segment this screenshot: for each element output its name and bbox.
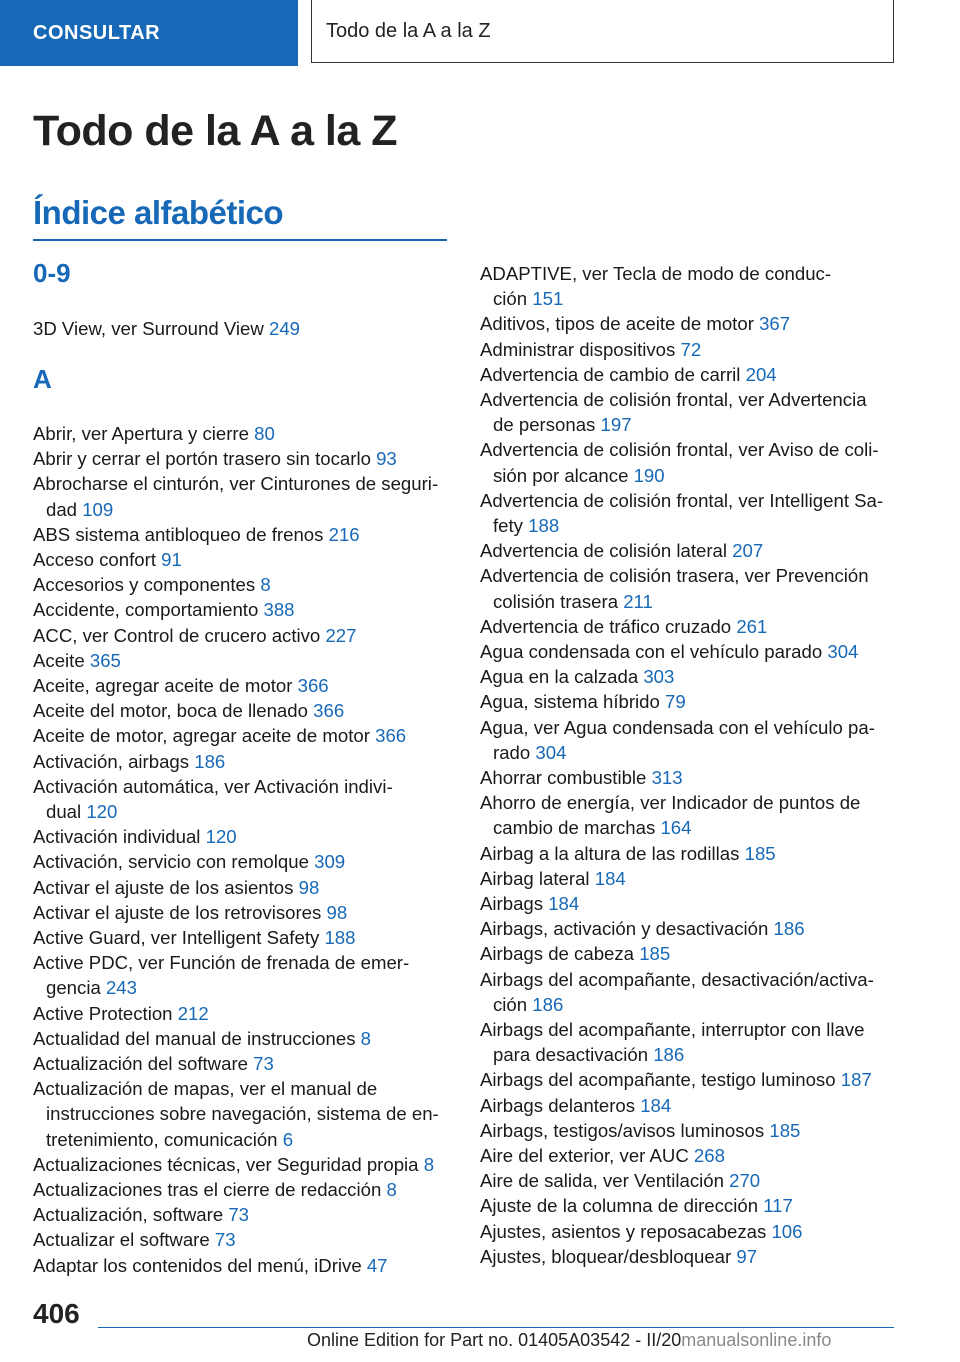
index-entry[interactable]: [33, 1202, 453, 1227]
index-page-link[interactable]: 366: [297, 675, 329, 696]
page-title: Todo de la A a la Z: [33, 107, 397, 155]
index-entry[interactable]: [480, 1093, 900, 1118]
index-entry-text: Activación, airbags 186: [33, 750, 226, 772]
index-page-link[interactable]: 212: [177, 1002, 209, 1024]
index-entry[interactable]: [480, 765, 900, 790]
index-page-link[interactable]: 388: [263, 599, 295, 621]
index-entry[interactable]: [33, 774, 453, 824]
index-page-link[interactable]: 367: [759, 313, 791, 335]
index-entry[interactable]: [480, 689, 900, 714]
index-entry-text: ABS sistema antibloqueo de frenos 216: [33, 523, 360, 545]
index-entry[interactable]: [33, 316, 453, 341]
index-entry-continuation: rado 304: [493, 741, 567, 763]
index-entry[interactable]: [33, 875, 453, 900]
index-page-link[interactable]: 185: [744, 842, 776, 864]
index-entry[interactable]: [33, 1001, 453, 1026]
page-number: 406: [33, 1298, 80, 1329]
index-entry[interactable]: [480, 437, 900, 487]
index-entry-text: Aceite del motor, boca de llenado 366: [33, 700, 345, 722]
index-page-link[interactable]: 366: [313, 700, 345, 722]
footer-watermark: manualsonline.info: [681, 1330, 832, 1350]
index-entry-text: Actualidad del manual de instrucciones 8: [33, 1027, 372, 1049]
index-page-link[interactable]: 151: [532, 288, 564, 310]
index-page-link[interactable]: 72: [680, 338, 702, 360]
index-page-link[interactable]: 270: [729, 1170, 761, 1192]
index-entry-text: Ahorro de energía, ver Indicador de puntos de: [480, 792, 861, 814]
index-page-link[interactable]: 261: [736, 615, 768, 637]
index-entry[interactable]: [33, 421, 453, 446]
index-page-link[interactable]: 190: [633, 464, 665, 486]
index-entry-text: Advertencia de colisión frontal, ver Intelligent Sa-: [480, 489, 884, 511]
index-entry-text: Aditivos, tipos de aceite de motor 367: [480, 313, 791, 335]
index-entry[interactable]: [480, 1244, 900, 1269]
footer-edition: [307, 1330, 831, 1351]
index-entry-text: Advertencia de colisión frontal, ver Aviso de coli-: [480, 439, 879, 461]
index-page-link[interactable]: 73: [214, 1229, 236, 1251]
index-page-link[interactable]: 120: [86, 801, 118, 822]
index-page-link[interactable]: 91: [161, 549, 182, 570]
section-tab[interactable]: [0, 0, 298, 66]
index-entry[interactable]: [33, 950, 453, 1000]
index-entry-text: Activación individual 120: [33, 826, 237, 848]
index-page-link[interactable]: 8: [260, 574, 271, 596]
index-entry[interactable]: [33, 698, 453, 723]
index-entry-text: Agua condensada con el vehículo parado 304: [480, 641, 859, 662]
index-page-link[interactable]: 184: [640, 1094, 672, 1116]
index-page-link[interactable]: 185: [769, 1119, 801, 1141]
index-entry[interactable]: [480, 387, 900, 437]
index-entry-text: Abrocharse el cinturón, ver Cinturones de seguri-: [33, 473, 439, 495]
index-entry-text: Advertencia de cambio de carril 204: [480, 363, 777, 385]
index-entry[interactable]: [480, 967, 900, 1017]
index-entry[interactable]: [480, 790, 900, 840]
index-entry[interactable]: [480, 1017, 900, 1067]
index-entry-text: Airbags, activación y desactivación 186: [480, 918, 805, 940]
index-page-link[interactable]: 80: [254, 423, 275, 444]
index-page-link[interactable]: 8: [386, 1179, 397, 1200]
index-page-link[interactable]: 188: [528, 515, 560, 536]
index-entry-text: Airbags, testigos/avisos luminosos 185: [480, 1119, 801, 1141]
index-entry-continuation: ción 186: [493, 993, 564, 1015]
index-entry[interactable]: [480, 1168, 900, 1193]
index-entry-text: Ahorrar combustible 313: [480, 767, 683, 788]
subtitle-divider: [33, 239, 447, 241]
index-page-link[interactable]: 97: [736, 1245, 758, 1267]
index-entry-text: Aire de salida, ver Ventilación 270: [480, 1170, 761, 1192]
index-entry[interactable]: [480, 664, 900, 689]
index-entry[interactable]: [480, 1193, 900, 1218]
index-entry[interactable]: [480, 1067, 900, 1092]
index-entry[interactable]: [33, 673, 453, 698]
index-entry[interactable]: [480, 715, 900, 765]
index-entry-text: Actualización, software 73: [33, 1204, 250, 1226]
index-page-link[interactable]: 8: [423, 1153, 435, 1175]
index-entry-text: Activación automática, ver Activación indivi-: [33, 775, 393, 797]
index-entry[interactable]: [33, 749, 453, 774]
index-entry-continuation: cambio de marchas 164: [493, 817, 692, 839]
index-entry-text: Ajustes, bloquear/desbloquear 97: [480, 1245, 758, 1267]
index-entry[interactable]: [480, 841, 900, 866]
index-entry-text: Active Protection 212: [33, 1002, 209, 1024]
index-page-link[interactable]: 186: [773, 918, 805, 940]
index-page-link[interactable]: 268: [693, 1145, 725, 1166]
footer-edition-text: Online Edition for Part no. 01405A03542 - II/20: [307, 1330, 682, 1350]
index-entry[interactable]: [33, 723, 453, 748]
index-entry-text: Airbags del acompañante, desactivación/activa-: [480, 968, 874, 990]
index-entry[interactable]: [480, 563, 900, 613]
index-entry-text: Accesorios y componentes 8: [33, 574, 271, 596]
index-entry-text: Actualizaciones tras el cierre de redacción 8: [33, 1179, 397, 1200]
index-entry-text: Activación, servicio con remolque 309: [33, 851, 346, 873]
index-page-link[interactable]: 304: [827, 641, 859, 662]
footer-divider: [98, 1327, 894, 1328]
index-entry-text: Airbag lateral 184: [480, 867, 626, 889]
index-page-link[interactable]: 197: [600, 414, 632, 436]
index-entry-text: Airbags de cabeza 185: [480, 943, 671, 965]
index-entry[interactable]: [33, 522, 453, 547]
index-entry-text: Actualizaciones técnicas, ver Seguridad propia 8: [33, 1153, 435, 1175]
index-entry-text: Actualización de mapas, ver el manual de: [33, 1078, 378, 1100]
index-entry-text: Abrir y cerrar el portón trasero sin tocarlo 93: [33, 448, 397, 470]
index-page-link[interactable]: 73: [228, 1204, 250, 1226]
index-entry[interactable]: [480, 1118, 900, 1143]
index-entry-text: Actualizar el software 73: [33, 1229, 236, 1251]
index-entry-text: Administrar dispositivos 72: [480, 338, 702, 360]
index-entry[interactable]: [33, 471, 453, 521]
index-entry[interactable]: [480, 311, 900, 336]
index-entry-text: Agua, sistema híbrido 79: [480, 691, 686, 713]
index-entry[interactable]: [33, 824, 453, 849]
index-page-link[interactable]: 98: [298, 876, 320, 898]
index-entry[interactable]: [480, 538, 900, 563]
index-page-link[interactable]: 309: [314, 851, 346, 873]
index-entry[interactable]: [480, 488, 900, 538]
index-page-link[interactable]: 186: [653, 1044, 685, 1066]
index-page-link[interactable]: 93: [376, 448, 397, 470]
index-entry-text: Acceso confort 91: [33, 549, 182, 570]
index-entry[interactable]: [33, 1076, 453, 1152]
index-entry[interactable]: [480, 916, 900, 941]
index-entry[interactable]: [33, 547, 453, 572]
index-entry-continuation: colisión trasera 211: [493, 590, 653, 612]
index-entry-text: Agua, ver Agua condensada con el vehículo pa-: [480, 716, 875, 738]
index-entry-text: Advertencia de colisión lateral 207: [480, 540, 764, 562]
index-entry-text: Advertencia de tráfico cruzado 261: [480, 615, 768, 637]
index-page-link[interactable]: 207: [732, 540, 764, 562]
page-subtitle: Índice alfabético: [33, 194, 284, 231]
index-page-link[interactable]: 186: [532, 993, 564, 1015]
index-entry[interactable]: [480, 1143, 900, 1168]
index-page-link[interactable]: 73: [253, 1053, 274, 1074]
index-entry-text: Adaptar los contenidos del menú, iDrive 47: [33, 1254, 388, 1276]
index-section-heading: A: [33, 364, 52, 394]
index-entry-text: Airbags delanteros 184: [480, 1094, 672, 1116]
index-entry[interactable]: [33, 1152, 453, 1177]
chapter-tab-label: Todo de la A a la Z: [326, 19, 491, 42]
index-entry[interactable]: [33, 1177, 453, 1202]
index-page-link[interactable]: 184: [548, 893, 580, 914]
index-page-link[interactable]: 313: [651, 767, 683, 788]
index-entry-text: Actualización del software 73: [33, 1053, 274, 1074]
index-entry-text: Airbags del acompañante, interruptor con llave: [480, 1019, 865, 1040]
index-entry-text: Abrir, ver Apertura y cierre 80: [33, 423, 275, 444]
index-entry-text: Aceite de motor, agregar aceite de motor 366: [33, 725, 407, 747]
index-entry-continuation: instrucciones sobre navegación, sistema de en-: [46, 1103, 439, 1125]
index-page-link[interactable]: 164: [660, 817, 692, 839]
index-page-link[interactable]: 184: [594, 867, 626, 889]
index-entry[interactable]: [33, 1253, 453, 1278]
index-section-heading: 0-9: [33, 258, 71, 288]
index-page-link[interactable]: 204: [745, 363, 777, 385]
index-entry-continuation: de personas 197: [493, 414, 632, 436]
index-entry-continuation: dual 120: [46, 801, 118, 822]
index-entry[interactable]: [33, 1227, 453, 1252]
index-entry-text: Active Guard, ver Intelligent Safety 188: [33, 927, 356, 948]
index-entry-text: Advertencia de colisión frontal, ver Advertencia: [480, 389, 867, 410]
index-entry[interactable]: [33, 572, 453, 597]
index-entry-continuation: para desactivación 186: [493, 1044, 685, 1066]
index-page-link[interactable]: 8: [360, 1027, 372, 1049]
index-entry-text: Airbags 184: [480, 893, 580, 914]
index-entry-text: Aceite 365: [33, 649, 121, 671]
index-entry[interactable]: [480, 866, 900, 891]
index-page-link[interactable]: 106: [771, 1220, 803, 1242]
index-entry[interactable]: [480, 1219, 900, 1244]
index-page-link[interactable]: 188: [324, 927, 356, 948]
index-entry-text: 3D View, ver Surround View 249: [33, 318, 301, 339]
index-entry[interactable]: [33, 597, 453, 622]
index-page-link[interactable]: 211: [623, 590, 653, 612]
index-entry[interactable]: [480, 362, 900, 387]
index-page-link[interactable]: 120: [205, 826, 237, 848]
index-entry-continuation: ción 151: [493, 288, 564, 310]
index-page-link[interactable]: 98: [326, 901, 348, 923]
index-entry-continuation: dad 109: [46, 498, 114, 520]
index-entry[interactable]: [480, 614, 900, 639]
index-entry[interactable]: [33, 446, 453, 471]
index-entry-text: ADAPTIVE, ver Tecla de modo de conduc-: [480, 263, 832, 284]
index-entry-text: Active PDC, ver Función de frenada de emer-: [33, 952, 410, 974]
index-page-link[interactable]: 186: [194, 750, 226, 772]
index-page-link[interactable]: 47: [366, 1254, 388, 1276]
index-entry-text: Airbag a la altura de las rodillas 185: [480, 842, 776, 864]
index-page-link[interactable]: 303: [643, 666, 675, 688]
index-page-link[interactable]: 79: [665, 691, 686, 713]
index-page-link[interactable]: 243: [105, 977, 137, 999]
index-page-link[interactable]: 216: [328, 523, 360, 545]
index-entry[interactable]: [33, 648, 453, 673]
index-entry-text: Agua en la calzada 303: [480, 666, 675, 688]
index-entry[interactable]: [480, 639, 900, 664]
index-entry[interactable]: [33, 1026, 453, 1051]
index-entry-text: Aire del exterior, ver AUC 268: [480, 1145, 725, 1166]
index-page-link[interactable]: 365: [89, 649, 121, 671]
index-entry-text: Aceite, agregar aceite de motor 366: [33, 675, 329, 696]
index-page-link[interactable]: 227: [325, 624, 357, 646]
index-page-link[interactable]: 109: [82, 498, 114, 520]
index-entry-text: Activar el ajuste de los asientos 98: [33, 876, 320, 898]
index-entry-continuation: tretenimiento, comunicación 6: [46, 1128, 294, 1150]
index-entry[interactable]: [480, 337, 900, 362]
index-entry-text: Ajuste de la columna de dirección 117: [480, 1195, 793, 1217]
index-page-link[interactable]: 185: [639, 943, 671, 965]
index-entry[interactable]: [33, 1051, 453, 1076]
index-entry-text: Accidente, comportamiento 388: [33, 599, 295, 621]
index-page-link[interactable]: 187: [840, 1069, 872, 1091]
index-entry-continuation: fety 188: [493, 515, 560, 536]
index-entry-text: Airbags del acompañante, testigo luminoso 187: [480, 1069, 872, 1091]
index-entry-continuation: gencia 243: [46, 977, 137, 999]
index-entry[interactable]: [33, 623, 453, 648]
index-page-link[interactable]: 6: [282, 1128, 294, 1150]
index-entry-text: Activar el ajuste de los retrovisores 98: [33, 901, 348, 923]
index-entry-text: Ajustes, asientos y reposacabezas 106: [480, 1220, 803, 1242]
index-entry-text: Advertencia de colisión trasera, ver Prevención: [480, 565, 869, 587]
index-entry[interactable]: [33, 900, 453, 925]
chapter-tab[interactable]: [311, 0, 894, 63]
index-page-link[interactable]: 304: [535, 741, 567, 763]
index-entry[interactable]: [480, 941, 900, 966]
index-entry-text: ACC, ver Control de crucero activo 227: [33, 624, 357, 646]
index-page-link[interactable]: 117: [763, 1195, 793, 1217]
index-entry[interactable]: [33, 925, 453, 950]
index-page-link[interactable]: 366: [375, 725, 407, 747]
index-entry[interactable]: [33, 849, 453, 874]
index-page-link[interactable]: 249: [269, 318, 301, 339]
index-entry[interactable]: [480, 891, 900, 916]
index-entry[interactable]: [480, 261, 900, 311]
section-tab-label: CONSULTAR: [33, 21, 161, 44]
index-entry-continuation: sión por alcance 190: [493, 464, 665, 486]
